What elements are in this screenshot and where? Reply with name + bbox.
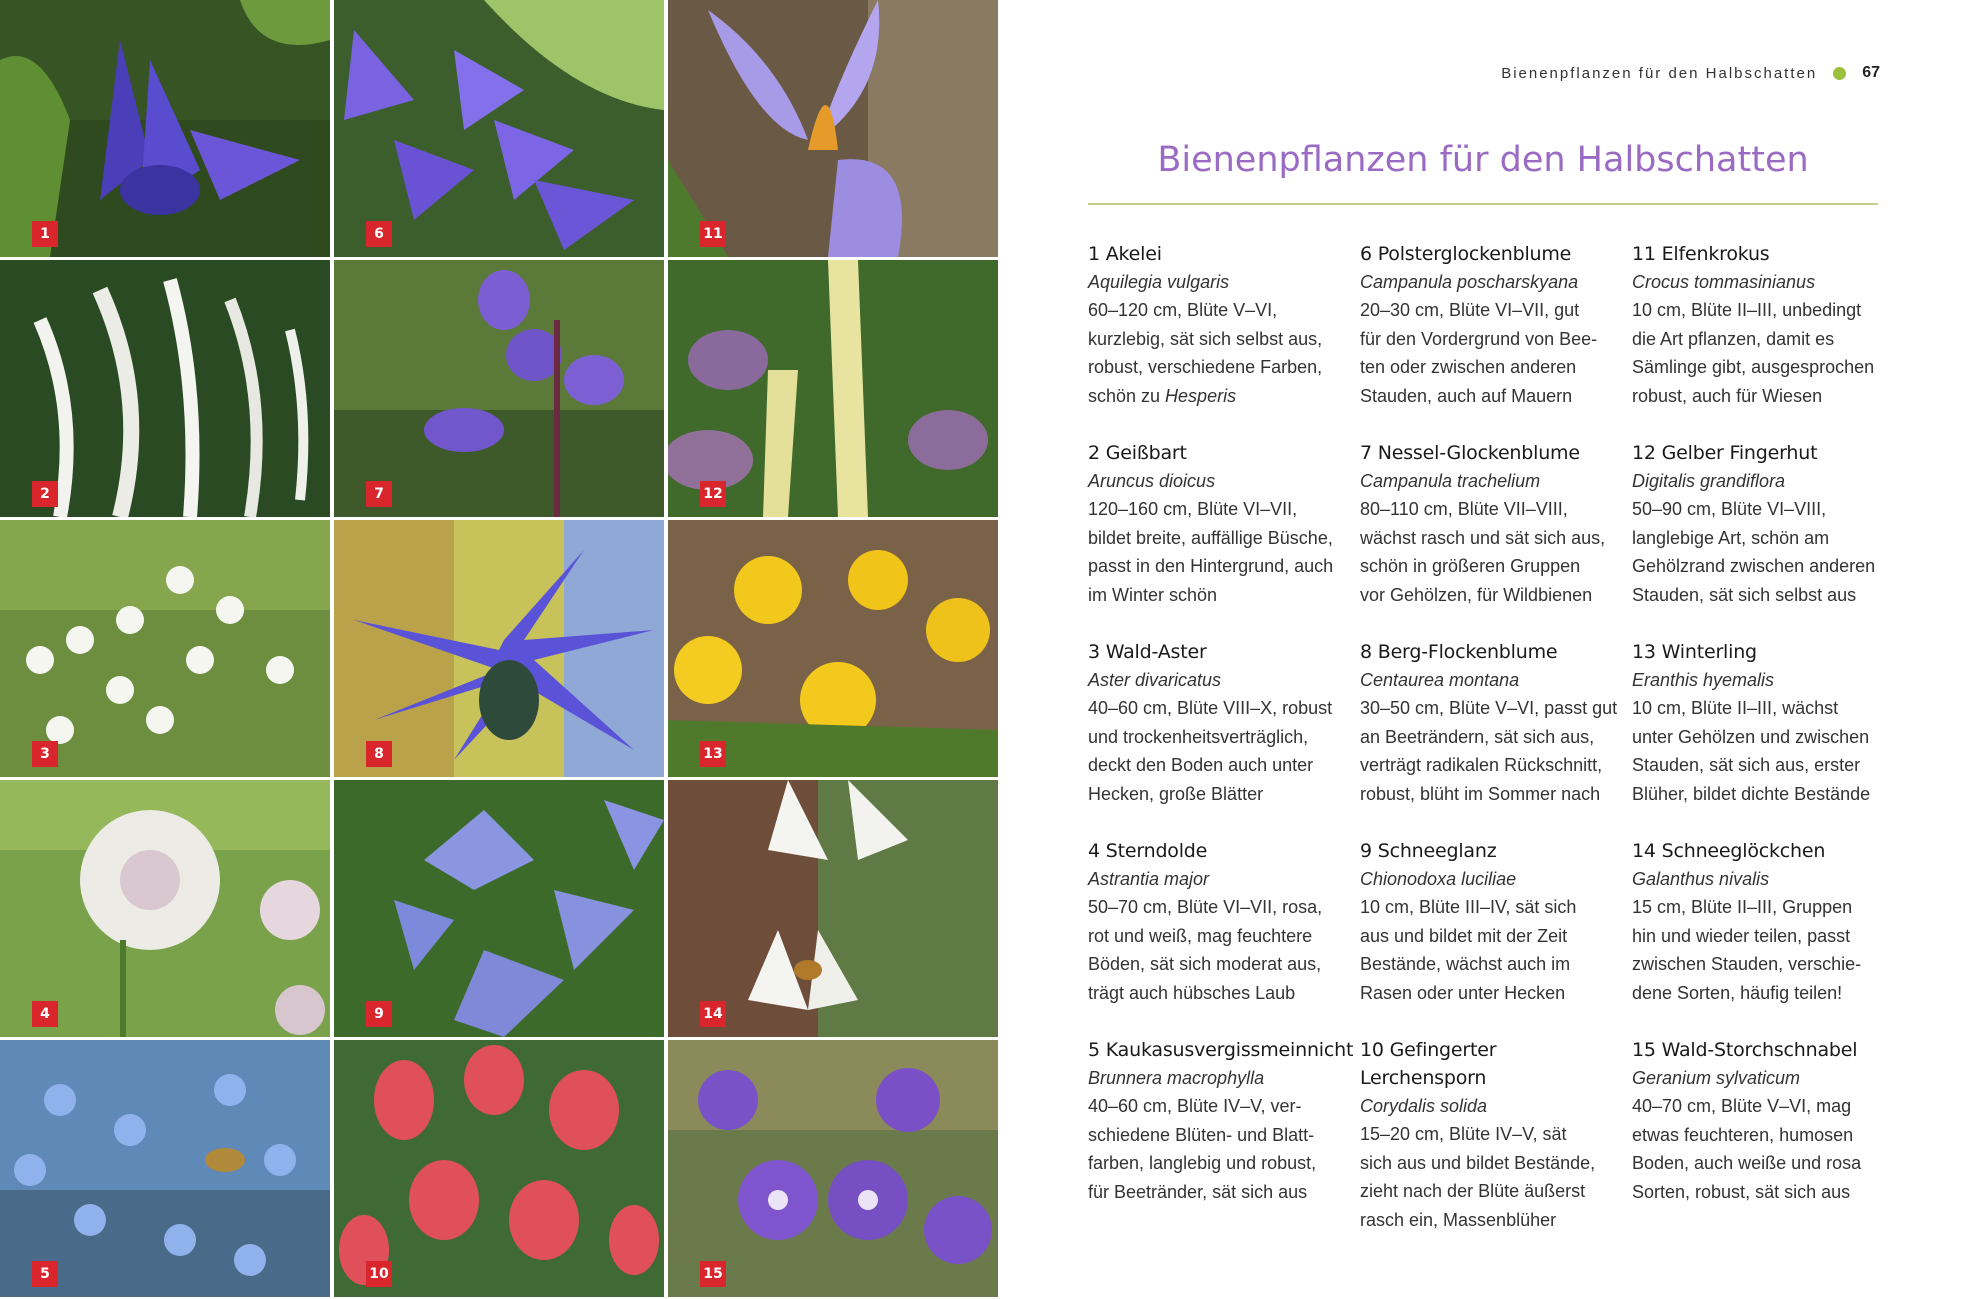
wald-aster-photo <box>0 520 330 777</box>
plant-entry <box>1632 439 1888 638</box>
kaukasusvergissmeinnicht-photo <box>0 1040 330 1297</box>
gelber-fingerhut-photo <box>668 260 998 517</box>
plant-name: 1 Akelei <box>1088 243 1162 265</box>
photo-number: 1 <box>32 221 58 247</box>
plant-name: 14 Schneeglöckchen <box>1632 840 1826 862</box>
title-divider <box>1088 203 1878 205</box>
plant-latin-name: Campanula trachelium <box>1360 471 1541 491</box>
plant-latin-name: Astrantia major <box>1088 869 1210 889</box>
plant-entry <box>1360 439 1632 638</box>
running-head <box>1501 64 1880 82</box>
plant-description: 15–20 cm, Blüte IV–V, sät sich aus und bildet Bestände, zieht nach der Blüte äußerst rasch ein, Massenblüher <box>1360 1124 1596 1230</box>
sterndolde-photo <box>0 780 330 1037</box>
photo-number: 11 <box>700 221 726 247</box>
geissbart-photo <box>0 260 330 517</box>
photo-number: 6 <box>366 221 392 247</box>
plant-entry <box>1088 1036 1360 1235</box>
plant-latin-name: Eranthis hyemalis <box>1632 670 1775 690</box>
photo-number: 2 <box>32 481 58 507</box>
page-title: Bienenpflanzen für den Halbschatten <box>1157 140 1809 180</box>
plant-latin-name: Aster divaricatus <box>1088 670 1222 690</box>
gefingerter-lerchensporn-photo <box>334 1040 664 1297</box>
plant-description: 50–90 cm, Blüte VI–VIII, langlebige Art, schön am Gehölzrand zwischen anderen Stauden, sät sich selbst aus <box>1632 499 1876 605</box>
photo-tile <box>668 0 998 257</box>
plant-description: 30–50 cm, Blüte V–VI, passt gut an Beeträndern, sät sich aus, verträgt radikalen Rückschnitt, robust, blüht im Sommer nach <box>1360 698 1618 804</box>
photo-tile <box>334 780 664 1037</box>
plant-description: 40–60 cm, Blüte VIII–X, robust und trockenheitsverträglich, deckt den Boden auch unter Hecken, große Blätter <box>1088 698 1333 804</box>
plant-name: 7 Nessel-Glockenblume <box>1360 442 1580 464</box>
winterling-photo <box>668 520 998 777</box>
photo-tile <box>0 520 330 777</box>
plant-entry <box>1632 837 1888 1036</box>
plant-description: 15 cm, Blüte II–III, Gruppen hin und wieder teilen, passt zwischen Stauden, verschie- dene Sorten, häufig teilen! <box>1632 897 1862 1003</box>
plant-name: 15 Wald-Storchschnabel <box>1632 1039 1858 1061</box>
polsterglockenblume-photo <box>334 0 664 257</box>
running-head-text: Bienenpflanzen für den Halbschatten <box>1501 64 1818 82</box>
plant-entry <box>1088 240 1360 439</box>
plant-name: 9 Schneeglanz <box>1360 840 1497 862</box>
plant-entry <box>1088 638 1360 837</box>
plant-latin-name: Centaurea montana <box>1360 670 1520 690</box>
plant-latin-name: Corydalis solida <box>1360 1096 1488 1116</box>
photo-tile <box>334 260 664 517</box>
plant-entry <box>1632 1036 1888 1235</box>
plant-latin-name: Geranium sylvaticum <box>1632 1068 1801 1088</box>
photo-tile <box>668 260 998 517</box>
akelei-photo <box>0 0 330 257</box>
plant-latin-name: Aquilegia vulgaris <box>1088 272 1230 292</box>
photo-number: 13 <box>700 741 726 767</box>
plant-name: 12 Gelber Fingerhut <box>1632 442 1818 464</box>
plant-description-italic: Hesperis <box>1165 385 1237 406</box>
photo-number: 8 <box>366 741 392 767</box>
plant-description: 40–70 cm, Blüte V–VI, mag etwas feuchteren, humosen Boden, auch weiße und rosa Sorten, robust, sät sich aus <box>1632 1096 1862 1202</box>
photo-tile <box>334 520 664 777</box>
plant-entry <box>1360 240 1632 439</box>
photo-number: 4 <box>32 1001 58 1027</box>
plant-name: 5 Kaukasusvergissmeinnicht <box>1088 1039 1354 1061</box>
plant-latin-name: Digitalis grandiflora <box>1632 471 1786 491</box>
photo-number: 14 <box>700 1001 726 1027</box>
photo-tile <box>0 780 330 1037</box>
photo-tile <box>0 0 330 257</box>
plant-name: 13 Winterling <box>1632 641 1757 663</box>
photo-tile <box>668 780 998 1037</box>
plant-description: 120–160 cm, Blüte VI–VII, bildet breite, auffällige Büsche, passt in den Hintergrund, auch im Winter schön <box>1088 499 1334 605</box>
photo-number: 3 <box>32 741 58 767</box>
plant-name: 3 Wald-Aster <box>1088 641 1207 663</box>
plant-description: 20–30 cm, Blüte VI–VII, gut für den Vordergrund von Bee- ten oder zwischen anderen Stauden, auch auf Mauern <box>1360 300 1598 406</box>
nessel-glockenblume-photo <box>334 260 664 517</box>
plant-name: 11 Elfenkrokus <box>1632 243 1770 265</box>
plant-description-text: 60–120 cm, Blüte V–VI, kurzlebig, sät sich selbst aus, robust, verschiedene Farben, schön zu <box>1088 300 1323 406</box>
photo-tile <box>668 1040 998 1297</box>
photo-tile <box>334 1040 664 1297</box>
plant-description: 80–110 cm, Blüte VII–VIII, wächst rasch und sät sich aus, schön in größeren Gruppen vor Gehölzen, für Wildbienen <box>1360 499 1606 605</box>
plant-latin-name: Chionodoxa luciliae <box>1360 869 1517 889</box>
plant-entry <box>1632 638 1888 837</box>
plant-description: 50–70 cm, Blüte VI–VII, rosa, rot und weiß, mag feuchtere Böden, sät sich moderat aus, trägt auch hübsches Laub <box>1088 897 1323 1003</box>
plant-description: 10 cm, Blüte II–III, unbedingt die Art pflanzen, damit es Sämlinge gibt, ausgesprochen robust, auch für Wiesen <box>1632 300 1875 406</box>
plant-description: 10 cm, Blüte II–III, wächst unter Gehölzen und zwischen Stauden, sät sich aus, erster Blüher, bildet dichte Bestände <box>1632 698 1871 804</box>
schneeglanz-photo <box>334 780 664 1037</box>
plant-name: 2 Geißbart <box>1088 442 1187 464</box>
photo-tile <box>334 0 664 257</box>
page-number: 67 <box>1862 64 1880 81</box>
plant-latin-name: Crocus tommasinianus <box>1632 272 1816 292</box>
plant-name: 10 Gefingerter Lerchensporn <box>1360 1039 1497 1089</box>
berg-flockenblume-photo <box>334 520 664 777</box>
photo-number: 7 <box>366 481 392 507</box>
plant-entry <box>1088 439 1360 638</box>
photo-number: 10 <box>366 1261 392 1287</box>
plant-entry <box>1632 240 1888 439</box>
plant-name: 8 Berg-Flockenblume <box>1360 641 1558 663</box>
plant-list <box>1088 240 1888 1235</box>
plant-latin-name: Campanula poscharskyana <box>1360 272 1579 292</box>
photo-tile <box>0 1040 330 1297</box>
plant-entry <box>1360 1036 1632 1235</box>
plant-description <box>1088 296 1360 410</box>
plant-entry <box>1088 837 1360 1036</box>
photo-number: 5 <box>32 1261 58 1287</box>
photo-tile <box>0 260 330 517</box>
plant-description: 10 cm, Blüte III–IV, sät sich aus und bildet mit der Zeit Bestände, wächst auch im Rasen oder unter Hecken <box>1360 897 1577 1003</box>
plant-entry <box>1360 837 1632 1036</box>
bullet-dot-icon <box>1833 67 1846 80</box>
plant-latin-name: Brunnera macrophylla <box>1088 1068 1265 1088</box>
plant-name: 4 Sterndolde <box>1088 840 1208 862</box>
wald-storchschnabel-photo <box>668 1040 998 1297</box>
schneegloeckchen-photo <box>668 780 998 1037</box>
photo-tile <box>668 520 998 777</box>
photo-number: 12 <box>700 481 726 507</box>
photo-number: 15 <box>700 1261 726 1287</box>
plant-latin-name: Aruncus dioicus <box>1088 471 1216 491</box>
photo-number: 9 <box>366 1001 392 1027</box>
plant-name: 6 Polsterglockenblume <box>1360 243 1572 265</box>
plant-description: 40–60 cm, Blüte IV–V, ver- schiedene Blüten- und Blatt- farben, langlebig und robust, für Beetränder, sät sich aus <box>1088 1096 1317 1202</box>
elfenkrokus-photo <box>668 0 998 257</box>
plant-latin-name: Galanthus nivalis <box>1632 869 1770 889</box>
plant-entry <box>1360 638 1632 837</box>
